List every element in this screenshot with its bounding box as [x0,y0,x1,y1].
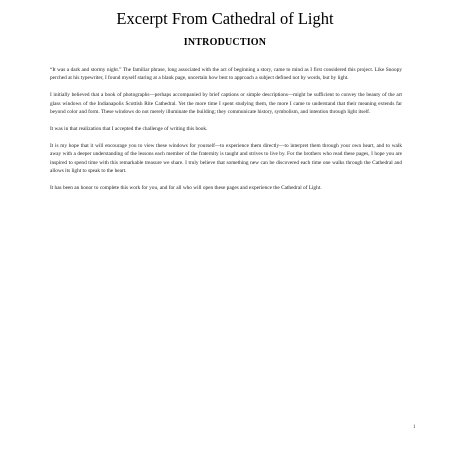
section-heading: INTRODUCTION [183,37,267,48]
body-text [50,66,402,201]
document-title: Excerpt From Cathedral of Light [116,9,334,28]
page-number: 1 [413,425,416,430]
paragraph: I initially believed that a book of photographs—perhaps accompanied by brief captions or simple descriptions—might be sufficient to convey the beauty of the art glass windows of the Indianapolis Scottish Rite Cathedral. Yet the more time I spent studying them, the more I came to understand that their meaning extends far beyond color and form. These windows do not merely illuminate the building; they communicate history, symbolism, and intention through light itself. [50,92,402,115]
paragraph: It has been an honor to complete this work for you, and for all who will open these pages and experience the Cathedral of Light. [50,185,322,192]
paragraph: It was in that realization that I accepted the challenge of writing this book. [50,126,208,133]
paragraph: It is my hope that it will encourage you to view these windows for yourself—to experience them directly—to interpret them through your own heart, and to walk away with a deeper understanding of the lessons each member of the fraternity is taught and strives to live by. For the brothers who read these pages, I hope you are inspired to spend time with this remarkable treasure we share. I truly believe that something new can be discovered each time one walks through the Cathedral and allows its light to speak to the heart. [50,143,402,174]
paragraph: “It was a dark and stormy night.” The familiar phrase, long associated with the act of beginning a story, came to mind as I first considered this project. Like Snoopy perched at his typewriter, I found myself staring at a blank page, uncertain how best to approach a subject defined not by words, but by light. [50,67,402,82]
